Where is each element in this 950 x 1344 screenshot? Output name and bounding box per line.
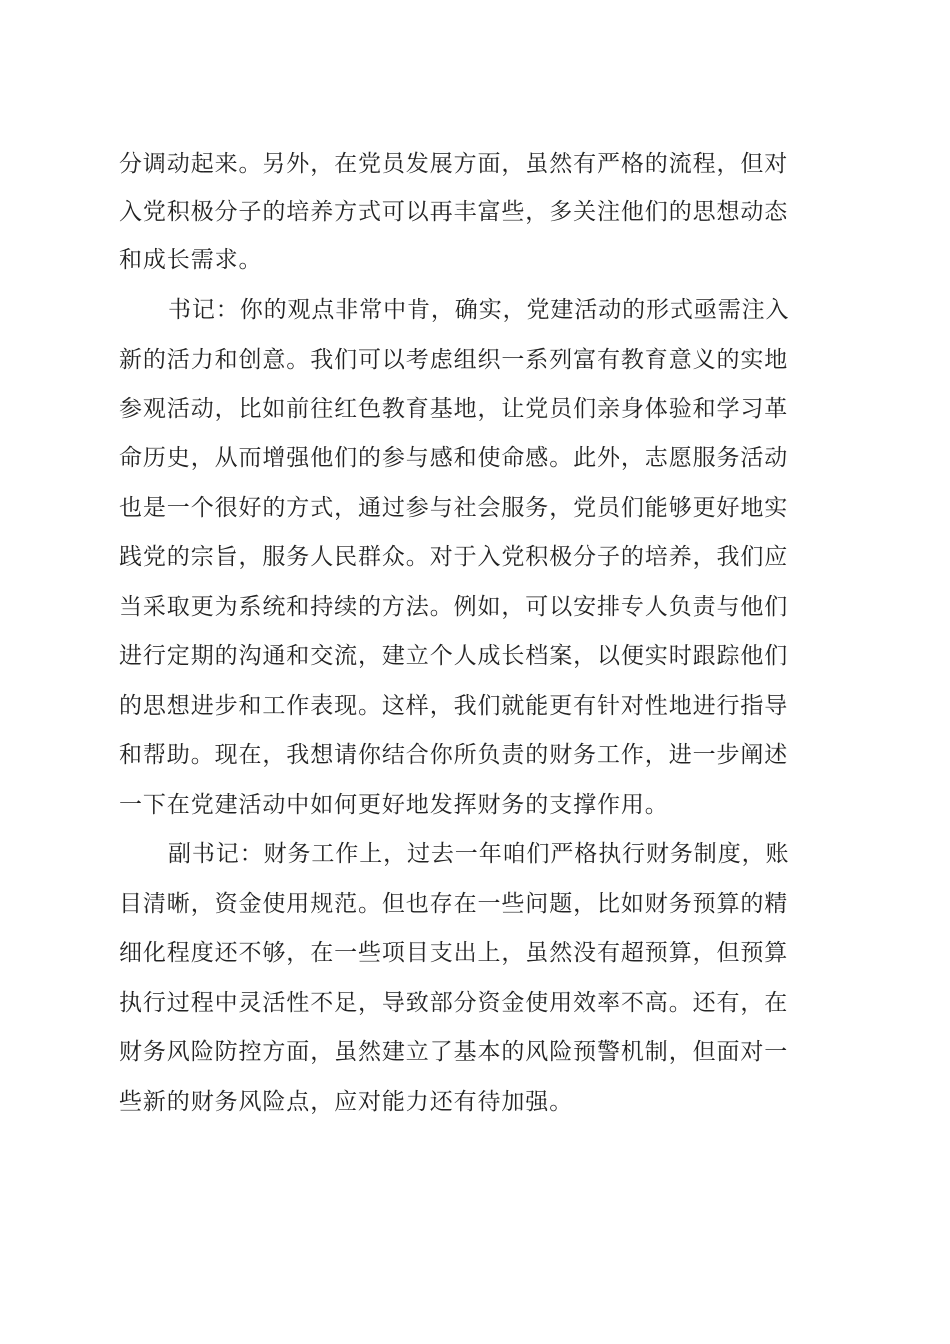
text-line: 践党的宗旨，服务人民群众。对于入党积极分子的培养，我们应 [119,544,789,570]
text-line: 些新的财务风险点，应对能力还有待加强。 [119,1089,574,1115]
text-line: 分调动起来。另外，在党员发展方面，虽然有严格的流程，但对 [119,151,789,177]
text-line: 财务风险防控方面，虽然建立了基本的风险预警机制，但面对一 [119,1039,789,1065]
paragraph-start-line: 书记：你的观点非常中肯，确实，党建活动的形式亟需注入 [168,297,790,323]
text-line: 一下在党建活动中如何更好地发挥财务的支撑作用。 [119,792,669,818]
text-line: 目清晰，资金使用规范。但也存在一些问题，比如财务预算的精 [119,891,789,917]
text-line: 和成长需求。 [119,247,263,273]
text-line: 命历史，从而增强他们的参与感和使命感。此外，志愿服务活动 [119,445,789,471]
paragraph-start-line: 副书记：财务工作上，过去一年咱们严格执行财务制度，账 [168,841,790,867]
text-line: 的思想进步和工作表现。这样，我们就能更有针对性地进行指导 [119,693,789,719]
text-line: 和帮助。现在，我想请你结合你所负责的财务工作，进一步阐述 [119,742,789,768]
text-line: 执行过程中灵活性不足，导致部分资金使用效率不高。还有，在 [119,990,789,1016]
text-line: 细化程度还不够，在一些项目支出上，虽然没有超预算，但预算 [119,940,789,966]
text-line: 入党积极分子的培养方式可以再丰富些，多关注他们的思想动态 [119,199,789,225]
text-line: 新的活力和创意。我们可以考虑组织一系列富有教育意义的实地 [119,347,789,373]
text-line: 进行定期的沟通和交流，建立个人成长档案，以便实时跟踪他们 [119,643,789,669]
text-line: 参观活动，比如前往红色教育基地，让党员们亲身体验和学习革 [119,396,789,422]
text-line: 当采取更为系统和持续的方法。例如，可以安排专人负责与他们 [119,594,789,620]
text-line: 也是一个很好的方式，通过参与社会服务，党员们能够更好地实 [119,495,789,521]
